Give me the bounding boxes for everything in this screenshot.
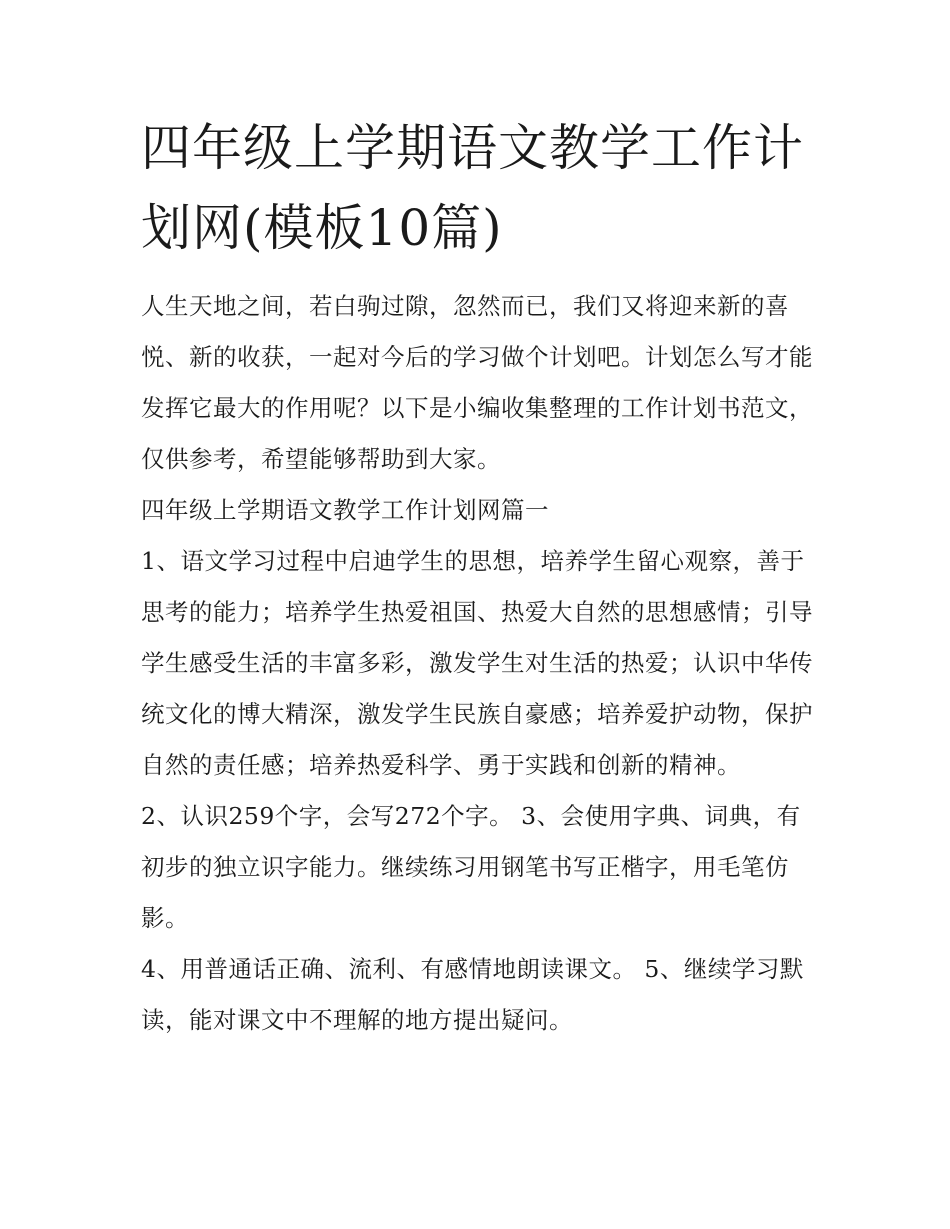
document-body [141,108,821,1046]
list-item-2-3: 2、认识259个字，会写272个字。 3、会使用字典、词典，有初步的独立识字能力。继续练习用钢笔书写正楷字，用毛笔仿影。 [141,802,801,932]
document-title: 四年级上学期语文教学工作计划网(模板10篇) [141,119,804,257]
intro-paragraph: 人生天地之间，若白驹过隙，忽然而已，我们又将迎来新的喜悦、新的收获，一起对今后的学习做个计划吧。计划怎么写才能发挥它最大的作用呢？以下是小编收集整理的工作计划书范文，仅供参考，希望能够帮助到大家。 [141,292,813,473]
list-item-1: 1、语文学习过程中启迪学生的思想，培养学生留心观察，善于思考的能力；培养学生热爱祖国、热爱大自然的思想感情；引导学生感受生活的丰富多彩，激发学生对生活的热爱；认识中华传统文化的博大精深，激发学生民族自豪感；培养爱护动物，保护自然的责任感；培养热爱科学、勇于实践和创新的精神。 [141,547,813,779]
list-item-4-5: 4、用普通话正确、流利、有感情地朗读课文。 5、继续学习默读，能对课文中不理解的地方提出疑问。 [141,955,804,1034]
section-heading: 四年级上学期语文教学工作计划网篇一 [141,496,549,524]
